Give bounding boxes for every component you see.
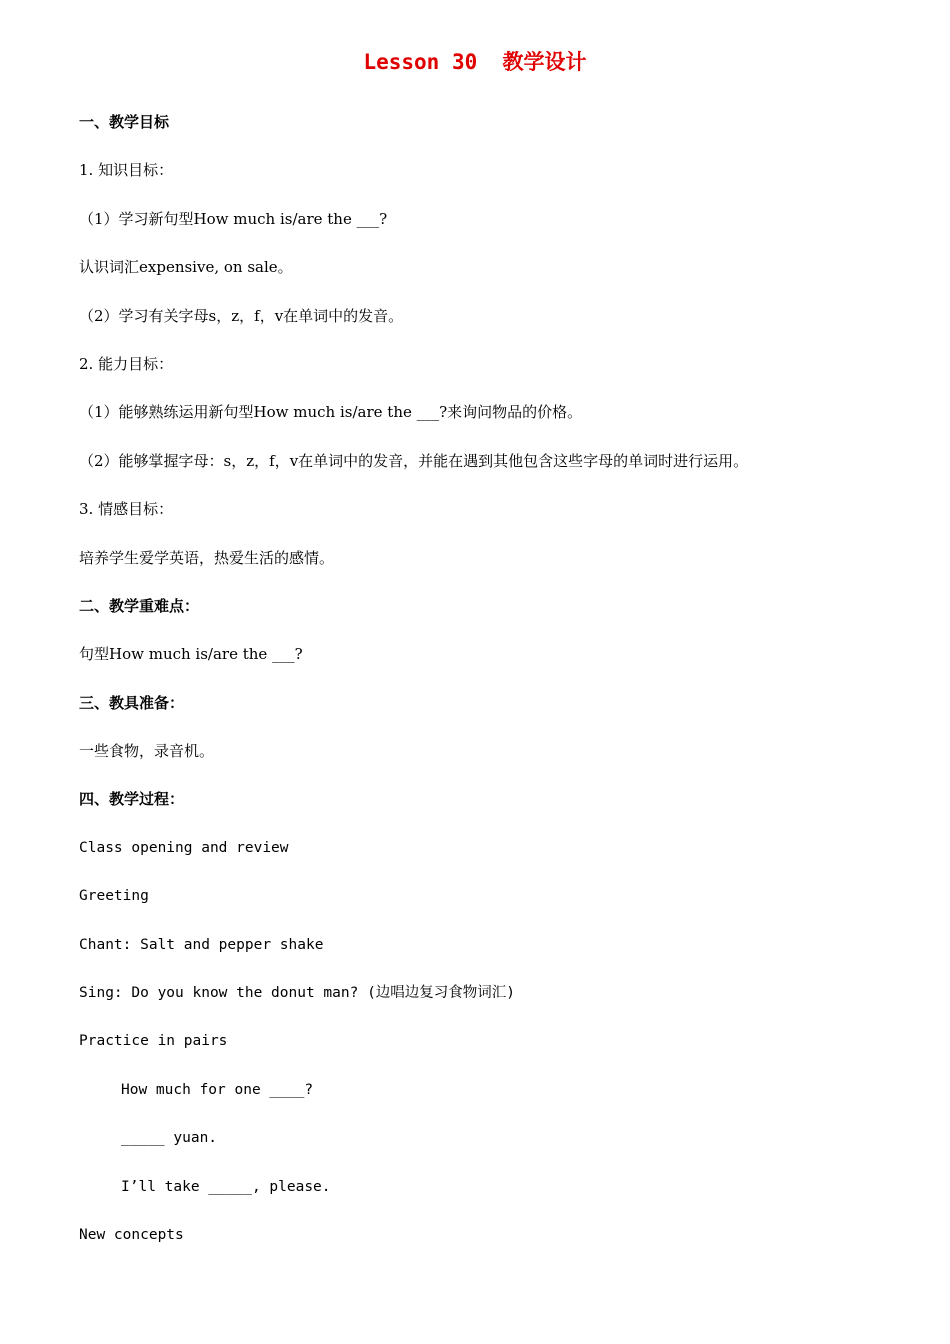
ability-objective-heading: 2. 能力目标： bbox=[79, 354, 174, 373]
process-step-greeting: Greeting bbox=[79, 888, 149, 905]
knowledge-objective-vocabulary: 认识词汇expensive, on sale。 bbox=[79, 258, 293, 277]
emotion-objective-heading: 3. 情感目标： bbox=[79, 500, 174, 519]
process-step-practice: Practice in pairs bbox=[79, 1033, 228, 1050]
emotion-objective-text: 培养学生爱学英语，热爱生活的感情。 bbox=[79, 548, 335, 567]
section-heading-key-points: 二、教学重难点： bbox=[79, 596, 200, 615]
knowledge-objective-heading: 1. 知识目标： bbox=[79, 161, 174, 180]
process-step-sing: Sing: Do you know the donut man? (边唱边复习食物词汇) bbox=[79, 985, 516, 1002]
key-points-text: 句型How much is/are the ___? bbox=[79, 645, 303, 664]
section-heading-process: 四、教学过程： bbox=[79, 790, 185, 809]
ability-objective-item-2: （2）能够掌握字母：s，z，f，v在单词中的发音，并能在遇到其他包含这些字母的单词时进行运用。 bbox=[79, 451, 749, 470]
dialogue-line-1: How much for one ____? bbox=[121, 1081, 314, 1098]
knowledge-objective-item-1: （1）学习新句型How much is/are the ___? bbox=[79, 209, 388, 228]
materials-text: 一些食物，录音机。 bbox=[79, 742, 215, 761]
process-step-chant: Chant: Salt and pepper shake bbox=[79, 936, 324, 953]
document-title: Lesson 30 教学设计 bbox=[363, 50, 587, 74]
document-body bbox=[79, 106, 879, 1267]
section-heading-materials: 三、教具准备： bbox=[79, 693, 185, 712]
ability-objective-item-1: （1）能够熟练运用新句型How much is/are the ___?来询问物品的价格。 bbox=[79, 403, 583, 422]
knowledge-objective-item-2: （2）学习有关字母s，z，f，v在单词中的发音。 bbox=[79, 306, 404, 325]
dialogue-line-2: _____ yuan. bbox=[121, 1130, 218, 1147]
process-step-new-concepts: New concepts bbox=[79, 1226, 184, 1243]
dialogue-line-3: I’ll take _____, please. bbox=[121, 1178, 331, 1195]
section-heading-objectives: 一、教学目标 bbox=[79, 113, 170, 131]
process-step-opening: Class opening and review bbox=[79, 839, 289, 856]
